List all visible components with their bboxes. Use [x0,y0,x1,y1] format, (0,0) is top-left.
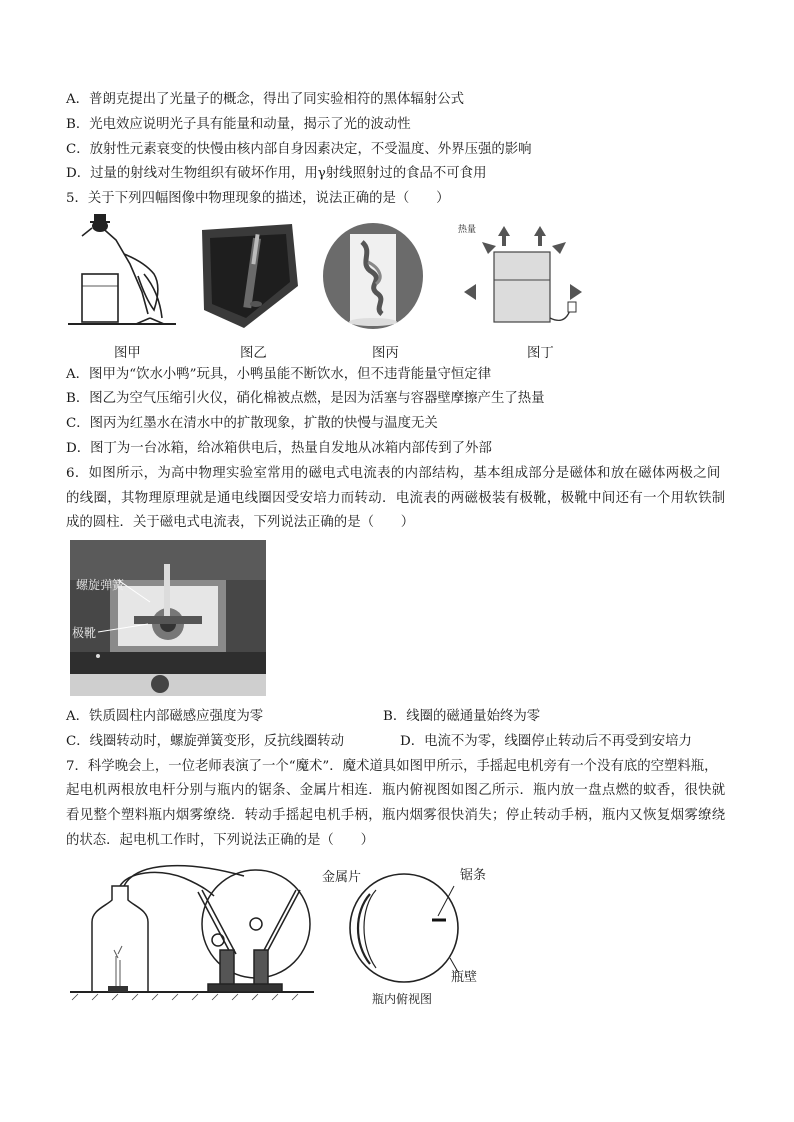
q5-option-c: C．图丙为红墨水在清水中的扩散现象，扩散的快慢与温度无关 [66,416,438,431]
galvanometer-photo [70,540,266,696]
q6-option-c: C．线圈转动时，螺旋弹簧变形，反抗线圈转动 [66,734,345,749]
q6-option-d: D．电流不为零，线圈停止转动后不再受到安培力 [400,734,692,749]
q4-option-a: A．普朗克提出了光量子的概念，得出了同实验相符的黑体辐射公式 [66,92,464,107]
compression-igniter-photo [198,224,300,330]
label-saw-blade: 锯条 [460,868,487,883]
caption-bing: 图丙 [372,346,399,361]
q7-stem-line-1: 7．科学晚会上，一位老师表演了一个“魔术”．魔术道具如图甲所示，手摇起电机旁有一个没有底的空塑料瓶， [66,759,718,774]
q7-stem-line-4: 的状态．起电机工作时，下列说法正确的是（ ） [66,833,374,848]
label-pole-shoe: 极靴 [72,626,97,640]
drinking-bird-figure [68,214,176,328]
q5-option-a: A．图甲为“饮水小鸭”玩具，小鸭虽能不断饮水，但不违背能量守恒定律 [66,367,492,382]
q5-option-b: B．图乙为空气压缩引火仪，硝化棉被点燃，是因为活塞与容器壁摩擦产生了热量 [66,391,545,406]
q4-option-c: C．放射性元素衰变的快慢由核内部自身因素决定，不受温度、外界压强的影响 [66,142,532,157]
caption-ding: 图丁 [527,346,554,361]
caption-jia: 图甲 [114,346,141,361]
q5-option-d: D．图丁为一台冰箱，给冰箱供电后，热量自发地从冰箱内部传到了外部 [66,441,492,456]
electrostatic-machine-figure [68,860,316,1010]
q6-option-a: A．铁质圆柱内部磁感应强度为零 [66,709,264,724]
q6-option-b: B．线圈的磁通量始终为零 [383,709,541,724]
q6-stem-line-1: 6．如图所示，为高中物理实验室常用的磁电式电流表的内部结构，基本组成部分是磁体和放在磁体两极之间 [66,466,721,481]
q4-option-d: D．过量的射线对生物组织有破坏作用，用γ射线照射过的食品不可食用 [66,166,487,181]
q6-stem-line-2: 的线圈，其物理原理就是通电线圈因受安培力而转动．电流表的两磁极装有极靴，极靴中间还有一个用软铁制 [66,491,726,506]
caption-yi: 图乙 [240,346,267,361]
diffusion-photo [322,222,424,330]
q5-stem: 5．关于下列四幅图像中物理现象的描述，说法正确的是（ ） [66,191,450,206]
caption-top-view: 瓶内俯视图 [372,992,433,1006]
q7-stem-line-2: 起电机两根放电杆分别与瓶内的锯条、金属片相连．瓶内俯视图如图乙所示．瓶内放一盘点燃的蚊香，很快就 [66,783,726,798]
label-spiral-spring: 螺旋弹簧 [76,578,125,592]
refrigerator-figure [458,222,588,332]
label-bottle-wall: 瓶壁 [451,970,478,985]
heat-label: 热量 [458,225,477,235]
label-metal-sheet: 金属片 [322,870,362,885]
q7-stem-line-3: 看见整个塑料瓶内烟雾缭绕．转动手摇起电机手柄，瓶内烟雾很快消失；停止转动手柄，瓶内又恢复烟雾缭绕 [66,808,726,823]
q4-option-b: B．光电效应说明光子具有能量和动量，揭示了光的波动性 [66,117,411,132]
q6-stem-line-3: 成的圆柱．关于磁电式电流表，下列说法正确的是（ ） [66,515,415,530]
